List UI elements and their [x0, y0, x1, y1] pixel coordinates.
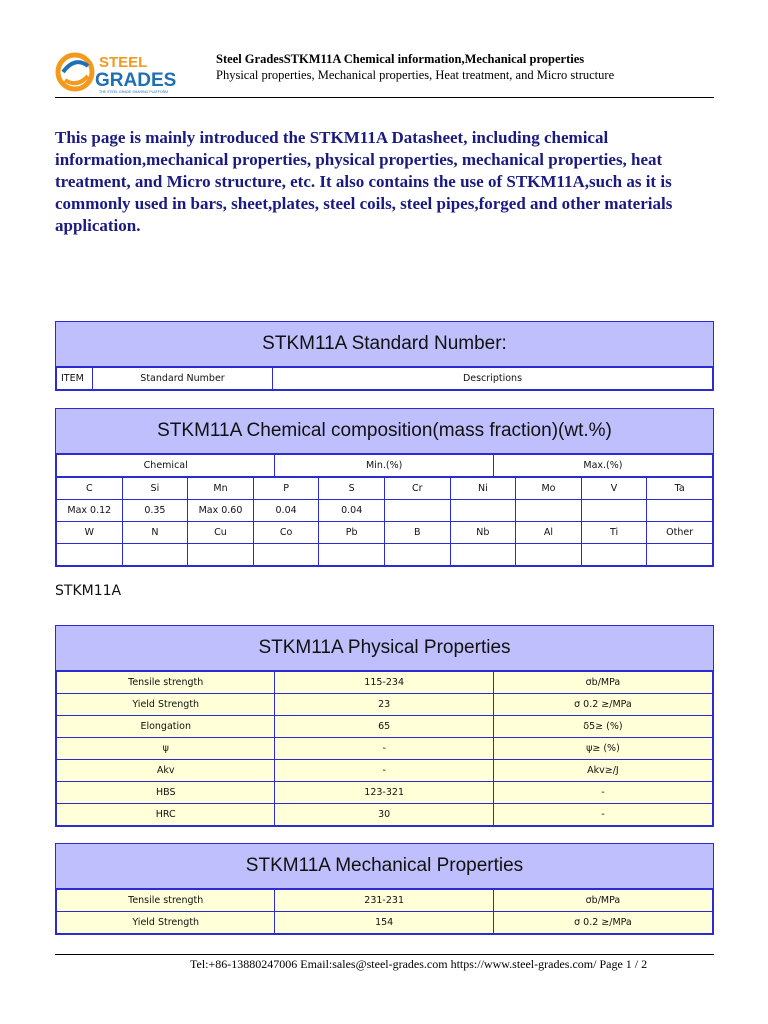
- table-header-cell: Max.(%): [493, 455, 712, 477]
- table-cell: ψ: [57, 738, 275, 760]
- table-cell: HBS: [57, 782, 275, 804]
- table-cell: [450, 544, 516, 566]
- table-row: [57, 890, 713, 912]
- page-header-subtitle: Physical properties, Mechanical properties, Heat treatment, and Micro structure: [216, 68, 615, 82]
- table-cell: [319, 544, 385, 566]
- steel-grade-label: STKM11A: [55, 583, 122, 599]
- table-cell: 123-321: [275, 782, 493, 804]
- table-cell: [122, 544, 188, 566]
- table-row: [57, 912, 713, 934]
- table-header-cell: ITEM: [57, 368, 93, 390]
- table-cell: 0.35: [122, 500, 188, 522]
- table-cell: 0.04: [253, 500, 319, 522]
- table-cell: Ti: [581, 522, 647, 544]
- table-row: [57, 478, 713, 500]
- table-cell: ψ≥ (%): [493, 738, 712, 760]
- table-row: [57, 738, 713, 760]
- table-row: [57, 782, 713, 804]
- table-cell: 0.04: [319, 500, 385, 522]
- table-cell: Cr: [384, 478, 450, 500]
- table-cell: Other: [647, 522, 713, 544]
- table-cell: -: [493, 804, 712, 826]
- steel-grades-logo[interactable]: [55, 50, 205, 96]
- table-cell: P: [253, 478, 319, 500]
- table-cell: Mo: [516, 478, 582, 500]
- table-cell: [188, 544, 254, 566]
- table-cell: σ 0.2 ≥/MPa: [493, 912, 712, 934]
- table-cell: [516, 544, 582, 566]
- table-cell: Max 0.60: [188, 500, 254, 522]
- table-cell: Yield Strength: [57, 694, 275, 716]
- table-cell: [57, 544, 123, 566]
- table-cell: Al: [516, 522, 582, 544]
- table-cell: S: [319, 478, 385, 500]
- table-cell: N: [122, 522, 188, 544]
- chemical-composition-section: [55, 408, 714, 567]
- table-cell: δ5≥ (%): [493, 716, 712, 738]
- table-cell: [581, 544, 647, 566]
- table-cell: W: [57, 522, 123, 544]
- table-cell: Nb: [450, 522, 516, 544]
- table-cell: Cu: [188, 522, 254, 544]
- table-cell: -: [275, 738, 493, 760]
- table-cell: [581, 500, 647, 522]
- table-row: [57, 522, 713, 544]
- table-cell: Si: [122, 478, 188, 500]
- table-cell: [253, 544, 319, 566]
- table-cell: C: [57, 478, 123, 500]
- table-cell: [647, 500, 713, 522]
- table-cell: 115-234: [275, 672, 493, 694]
- table-row: [57, 716, 713, 738]
- table-row: [57, 500, 713, 522]
- physical-properties-table: [56, 671, 713, 826]
- table-cell: [516, 500, 582, 522]
- chemical-elements-table: [56, 477, 713, 566]
- table-cell: σb/MPa: [493, 672, 712, 694]
- physical-properties-section: [55, 625, 714, 827]
- table-cell: [647, 544, 713, 566]
- footer-divider: [55, 954, 714, 955]
- header-divider: [55, 97, 714, 98]
- page-header-title: Steel GradesSTKM11A Chemical information,Mechanical properties: [216, 52, 585, 66]
- section-title: STKM11A Physical Properties: [56, 626, 713, 671]
- svg-text:THE STEEL GRADE SHARING PLATFO: THE STEEL GRADE SHARING PLATFORM: [99, 90, 169, 94]
- table-cell: Tensile strength: [57, 672, 275, 694]
- table-cell: -: [493, 782, 712, 804]
- table-cell: Ni: [450, 478, 516, 500]
- table-row: [57, 804, 713, 826]
- table-cell: σb/MPa: [493, 890, 712, 912]
- table-header-cell: Standard Number: [93, 368, 273, 390]
- table-cell: B: [384, 522, 450, 544]
- chemical-head-table: [56, 454, 713, 477]
- table-cell: Akv: [57, 760, 275, 782]
- table-row: [57, 694, 713, 716]
- table-cell: -: [275, 760, 493, 782]
- table-cell: Ta: [647, 478, 713, 500]
- table-cell: Mn: [188, 478, 254, 500]
- mechanical-properties-section: [55, 843, 714, 935]
- svg-text:GRADES: GRADES: [95, 70, 177, 91]
- table-cell: 23: [275, 694, 493, 716]
- table-cell: Max 0.12: [57, 500, 123, 522]
- table-cell: Co: [253, 522, 319, 544]
- table-cell: 154: [275, 912, 493, 934]
- page-footer: Tel:+86-13880247006 Email:sales@steel-grades.com https://www.steel-grades.com/ Page 1 / 2: [190, 957, 648, 971]
- table-cell: [450, 500, 516, 522]
- table-cell: 65: [275, 716, 493, 738]
- table-row: [57, 544, 713, 566]
- mechanical-properties-table: [56, 889, 713, 934]
- table-cell: 231-231: [275, 890, 493, 912]
- section-title: STKM11A Mechanical Properties: [56, 844, 713, 889]
- table-cell: Tensile strength: [57, 890, 275, 912]
- table-cell: Yield Strength: [57, 912, 275, 934]
- table-cell: HRC: [57, 804, 275, 826]
- table-cell: [384, 500, 450, 522]
- table-header-cell: Descriptions: [273, 368, 713, 390]
- table-cell: Elongation: [57, 716, 275, 738]
- table-cell: 30: [275, 804, 493, 826]
- section-title: STKM11A Standard Number:: [56, 322, 713, 367]
- table-row: [57, 672, 713, 694]
- svg-text:STEEL: STEEL: [99, 54, 148, 71]
- standard-number-section: [55, 321, 714, 391]
- table-cell: Pb: [319, 522, 385, 544]
- table-row: [57, 760, 713, 782]
- section-title: STKM11A Chemical composition(mass fraction)(wt.%): [56, 409, 713, 454]
- table-header-cell: Chemical: [57, 455, 275, 477]
- table-cell: V: [581, 478, 647, 500]
- table-cell: σ 0.2 ≥/MPa: [493, 694, 712, 716]
- table-cell: [384, 544, 450, 566]
- table-header-cell: Min.(%): [275, 455, 493, 477]
- table-cell: Akv≥/J: [493, 760, 712, 782]
- standard-number-table: [56, 367, 713, 390]
- intro-paragraph: This page is mainly introduced the STKM11A Datasheet, including chemical information,mechanical properties, physical properties, mechanical properties, heat treatment, and Micro structure, etc. It also contains the use of STKM11A,such as it is commonly used in bars, sheet,plates, steel coils, steel pipes,forged and other materials application.: [55, 128, 673, 235]
